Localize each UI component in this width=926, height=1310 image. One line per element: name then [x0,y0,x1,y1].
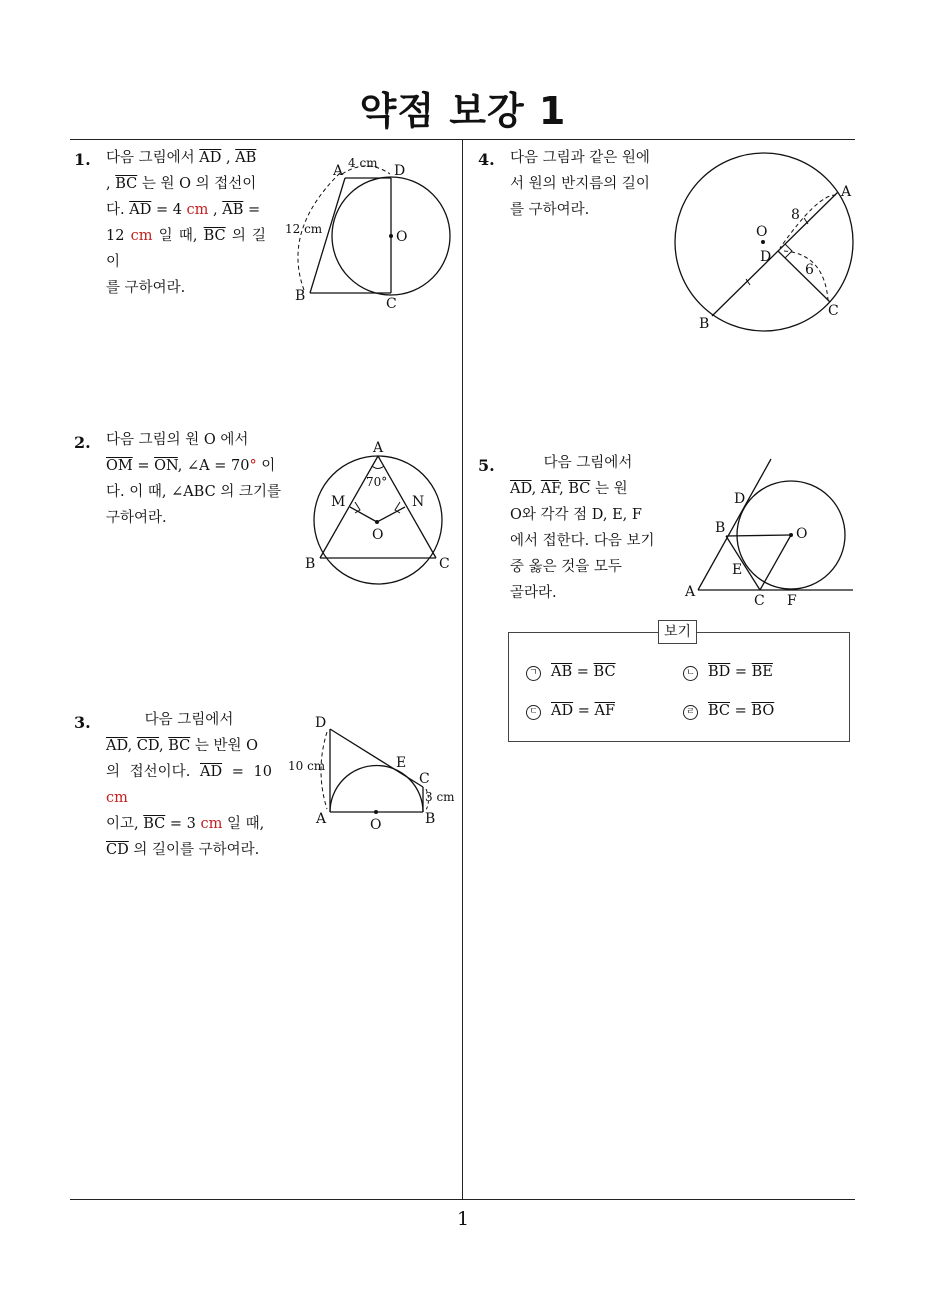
problem-4-figure [668,148,868,338]
bogi-lhs: $\overline{AB}$ [551,664,573,680]
page-title: 약점 보강 1 [359,89,567,133]
bottom-divider [70,1199,855,1200]
label-b: B [699,316,710,332]
circled-mark: ㄷ [526,705,541,720]
label-d: D [734,491,746,507]
label-b: B [425,811,436,827]
column-divider [462,140,463,1199]
label-d: D [760,249,772,265]
bogi-box [508,632,850,742]
problem-2-number: 2. [74,433,91,452]
bogi-lhs: $\overline{AD}$ [551,703,574,719]
label-a: A [373,440,384,456]
bogi-item-1: ㄱ $\overline{AB} = \overline{BC}$ [526,664,616,681]
label-d: D [394,163,406,179]
label-e: E [732,562,743,578]
label-c: C [439,556,450,572]
label-a: A [316,811,327,827]
circled-mark: ㄴ [683,666,698,681]
problem-5-text: 다음 그림에서 $\overline{AD}$, $\overline{AF}$, $\overline{BC}$ 는 원 O와 각각 점 D, E, F 에서 접한다. 다음 보기 중 옳은 것을 모두 골라라. [510,455,655,601]
bogi-item-4: ㄹ $\overline{BC} = \overline{BO}$ [683,703,774,720]
bogi-item-3: ㄷ $\overline{AD} = \overline{AF}$ [526,703,615,720]
label-a: A [685,584,696,600]
label-o: O [372,527,384,543]
label-c: C [754,593,765,609]
bogi-lhs: $\overline{BD}$ [708,664,731,680]
label-c: C [386,296,397,312]
label-o: O [796,526,808,542]
label-f: F [787,593,797,609]
problem-1-figure [280,150,450,315]
label-b: B [305,556,316,572]
label-len-ad: 8 [791,207,800,223]
label-e: E [396,755,407,771]
label-d: D [315,715,327,731]
label-len-ad: 10 cm [288,759,326,773]
problem-3-text: 다음 그림에서 $\overline{AD}$, $\overline{CD}$, $\overline{BC}$ 는 반원 O 의 접선이다. $\overline{AD} = 10$ cm 이고, $\overline{BC} = 3$ cm 일 때, $\overline{CD}$ 의 길이를 구하여라. [106,712,272,858]
bogi-rhs: $\overline{BO}$ [751,703,775,719]
label-angle: 70° [366,475,388,489]
problem-5-number: 5. [478,456,495,475]
bogi-label: 보기 [658,620,697,644]
label-c: C [828,303,839,319]
label-a: A [333,163,344,179]
label-c: C [419,771,430,787]
problem-2-figure [300,440,460,580]
label-len-bc: 3 cm [425,790,455,804]
problem-3-number: 3. [74,713,91,732]
label-b: B [295,288,306,304]
label-o: O [370,817,382,833]
label-len-ad: 4 cm [348,156,378,170]
problem-5-figure [680,455,858,610]
label-a: A [841,184,852,200]
label-n: N [412,494,425,510]
label-len-ab: 12 cm [285,222,323,236]
circled-mark: ㄹ [683,705,698,720]
problem-1-number: 1. [74,150,91,169]
problem-1-text: 다음 그림에서 $\overline{AD}$ , $\overline{AB}$ , $\overline{BC}$ 는 원 O 의 접선이 다. $\overline{AD} = 4$ cm , $\overline{AB}$ = 12 cm 일 때, $\overline{BC}$ 의 길이 를 구하여라. [106,150,267,296]
problem-4-text: 다음 그림과 같은 원에 서 원의 반지름의 길이 를 구하여라. [510,150,650,218]
problem-3-figure [285,713,460,838]
bogi-lhs: $\overline{BC}$ [708,703,731,719]
label-o: O [396,229,408,245]
label-len-dc: 6 [805,262,814,278]
label-o: O [756,224,768,240]
bogi-rhs: $\overline{BC}$ [593,664,616,680]
problem-2-text: 다음 그림의 원 O 에서 $\overline{OM} = \overline{ON}$, ∠A = 70° 이 다. 이 때, ∠ABC 의 크기를 구하여라. [106,432,281,526]
page-number: 1 [456,1208,470,1230]
bogi-item-2: ㄴ $\overline{BD} = \overline{BE}$ [683,664,773,681]
label-b: B [715,520,726,536]
problem-4-number: 4. [478,150,495,169]
label-m: M [331,494,346,510]
bogi-rhs: $\overline{BE}$ [751,664,773,680]
circled-mark: ㄱ [526,666,541,681]
bogi-rhs: $\overline{AF}$ [594,703,616,719]
